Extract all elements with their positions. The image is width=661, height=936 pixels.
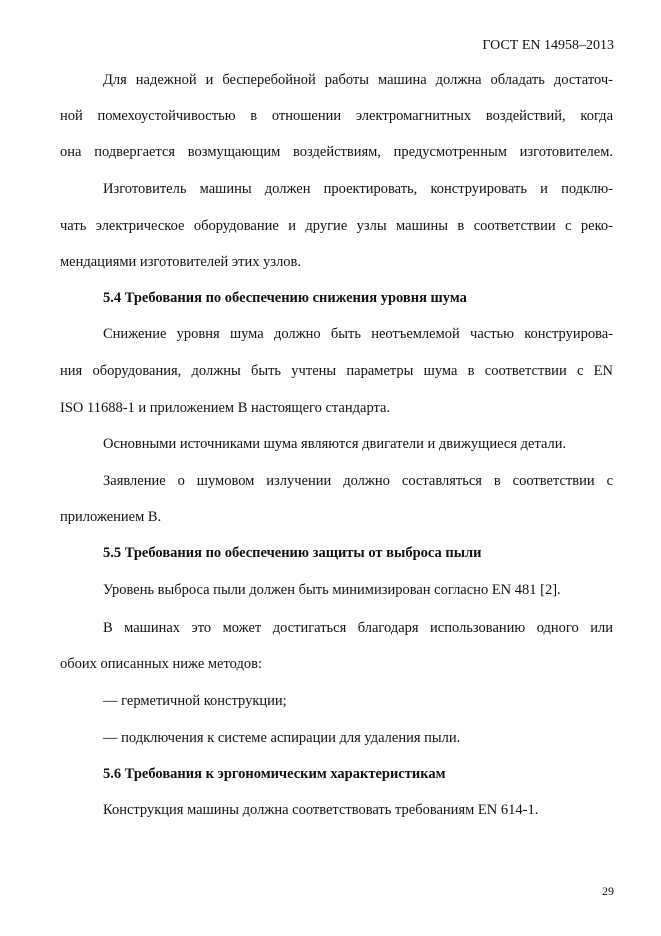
section-heading-5-6: 5.6 Требования к эргономическим характеристикам <box>103 766 446 782</box>
paragraph-line: приложением В. <box>60 509 162 525</box>
paragraph-line: ISO 11688-1 и приложением В настоящего стандарта. <box>60 400 391 416</box>
list-item: — подключения к системе аспирации для удаления пыли. <box>103 730 461 746</box>
paragraph-line: Заявление о шумовом излучении должно составляться в соответствии с <box>103 473 613 489</box>
paragraph-line: Для надежной и бесперебойной работы машина должна обладать достаточ- <box>103 72 613 88</box>
paragraph-line: ной помехоустойчивостью в отношении электромагнитных воздействий, когда <box>60 108 613 124</box>
paragraph-line: Снижение уровня шума должно быть неотъемлемой частью конструирова- <box>103 326 613 342</box>
paragraph-line: Изготовитель машины должен проектировать, конструировать и подклю- <box>103 181 613 197</box>
page-number: 29 <box>602 884 614 898</box>
section-heading-5-5: 5.5 Требования по обеспечению защиты от выброса пыли <box>103 545 482 561</box>
paragraph-line: Уровень выброса пыли должен быть минимизирован согласно EN 481 [2]. <box>103 582 561 598</box>
paragraph-line: она подвергается возмущающим воздействиям, предусмотренным изготовителем. <box>60 144 613 160</box>
paragraph-line: ния оборудования, должны быть учтены параметры шума в соответствии с EN <box>60 363 613 379</box>
list-item: — герметичной конструкции; <box>103 693 287 709</box>
paragraph-line: чать электрическое оборудование и другие узлы машины в соответствии с реко- <box>60 218 613 234</box>
document-header: ГОСТ EN 14958–2013 <box>482 38 614 53</box>
paragraph-line: Конструкция машины должна соответствовать требованиям EN 614-1. <box>103 802 539 818</box>
paragraph-line: В машинах это может достигаться благодаря использованию одного или <box>103 620 613 636</box>
section-heading-5-4: 5.4 Требования по обеспечению снижения уровня шума <box>103 290 467 306</box>
paragraph-line: мендациями изготовителей этих узлов. <box>60 254 302 270</box>
paragraph-line: Основными источниками шума являются двигатели и движущиеся детали. <box>103 436 567 452</box>
paragraph-line: обоих описанных ниже методов: <box>60 656 262 672</box>
